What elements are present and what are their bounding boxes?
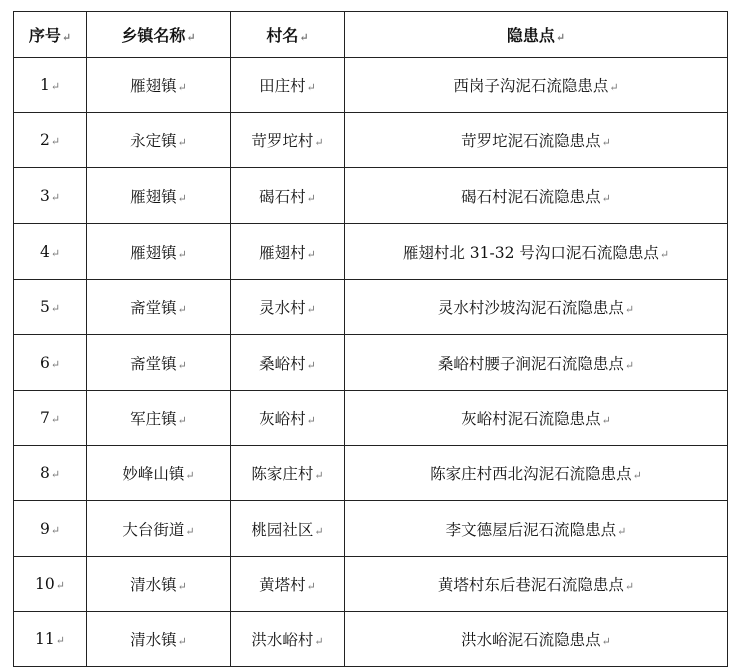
- cell-index: 9 ↵: [14, 501, 87, 557]
- cell-hazard: 雁翅村北 31-32 号沟口泥石流隐患点 ↵: [345, 224, 728, 280]
- cell-village: 陈家庄村 ↵: [231, 446, 345, 501]
- cell-town: 军庄镇 ↵: [87, 391, 231, 446]
- cell-index: 2 ↵: [14, 113, 87, 168]
- cell-village: 桃园社区 ↵: [231, 501, 345, 557]
- table-row: [14, 168, 728, 224]
- table-row: [14, 280, 728, 335]
- cell-index: 10 ↵: [14, 557, 87, 612]
- cell-town: 清水镇 ↵: [87, 557, 231, 612]
- cell-village: 苛罗坨村 ↵: [231, 113, 345, 168]
- cell-town: 雁翅镇 ↵: [87, 58, 231, 113]
- table-row: [14, 612, 728, 667]
- cell-hazard: 西岗子沟泥石流隐患点 ↵: [345, 58, 728, 113]
- cell-town: 斋堂镇 ↵: [87, 335, 231, 391]
- header-village: 村名 ↵: [231, 12, 345, 58]
- cell-hazard: 灵水村沙坡沟泥石流隐患点 ↵: [345, 280, 728, 335]
- table-row: [14, 446, 728, 501]
- cell-index: 3 ↵: [14, 168, 87, 224]
- hazard-table: [13, 11, 728, 667]
- cell-hazard: 灰峪村泥石流隐患点 ↵: [345, 391, 728, 446]
- cell-index: 1 ↵: [14, 58, 87, 113]
- cell-village: 桑峪村 ↵: [231, 335, 345, 391]
- cell-village: 灵水村 ↵: [231, 280, 345, 335]
- cell-hazard: 黄塔村东后巷泥石流隐患点 ↵: [345, 557, 728, 612]
- header-index: 序号 ↵: [14, 12, 87, 58]
- cell-index: 11 ↵: [14, 612, 87, 667]
- table-row: [14, 501, 728, 557]
- cell-village: 碣石村 ↵: [231, 168, 345, 224]
- cell-village: 洪水峪村 ↵: [231, 612, 345, 667]
- header-row: [14, 12, 728, 58]
- cell-village: 黄塔村 ↵: [231, 557, 345, 612]
- cell-town: 清水镇 ↵: [87, 612, 231, 667]
- header-town: 乡镇名称 ↵: [87, 12, 231, 58]
- cell-index: 8 ↵: [14, 446, 87, 501]
- cell-town: 永定镇 ↵: [87, 113, 231, 168]
- cell-index: 4 ↵: [14, 224, 87, 280]
- cell-index: 7 ↵: [14, 391, 87, 446]
- cell-village: 灰峪村 ↵: [231, 391, 345, 446]
- cell-hazard: 洪水峪泥石流隐患点 ↵: [345, 612, 728, 667]
- table-row: [14, 557, 728, 612]
- cell-hazard: 李文德屋后泥石流隐患点 ↵: [345, 501, 728, 557]
- cell-town: 妙峰山镇 ↵: [87, 446, 231, 501]
- cell-index: 6 ↵: [14, 335, 87, 391]
- table-row: [14, 113, 728, 168]
- cell-town: 雁翅镇 ↵: [87, 168, 231, 224]
- header-hazard-point: 隐患点 ↵: [345, 12, 728, 58]
- table-row: [14, 335, 728, 391]
- table-row: [14, 391, 728, 446]
- cell-hazard: 桑峪村腰子涧泥石流隐患点 ↵: [345, 335, 728, 391]
- cell-hazard: 碣石村泥石流隐患点 ↵: [345, 168, 728, 224]
- cell-index: 5 ↵: [14, 280, 87, 335]
- cell-town: 大台街道 ↵: [87, 501, 231, 557]
- cell-village: 雁翅村 ↵: [231, 224, 345, 280]
- table-row: [14, 224, 728, 280]
- cell-village: 田庄村 ↵: [231, 58, 345, 113]
- cell-hazard: 苛罗坨泥石流隐患点 ↵: [345, 113, 728, 168]
- cell-town: 雁翅镇 ↵: [87, 224, 231, 280]
- cell-hazard: 陈家庄村西北沟泥石流隐患点 ↵: [345, 446, 728, 501]
- table-row: [14, 58, 728, 113]
- cell-town: 斋堂镇 ↵: [87, 280, 231, 335]
